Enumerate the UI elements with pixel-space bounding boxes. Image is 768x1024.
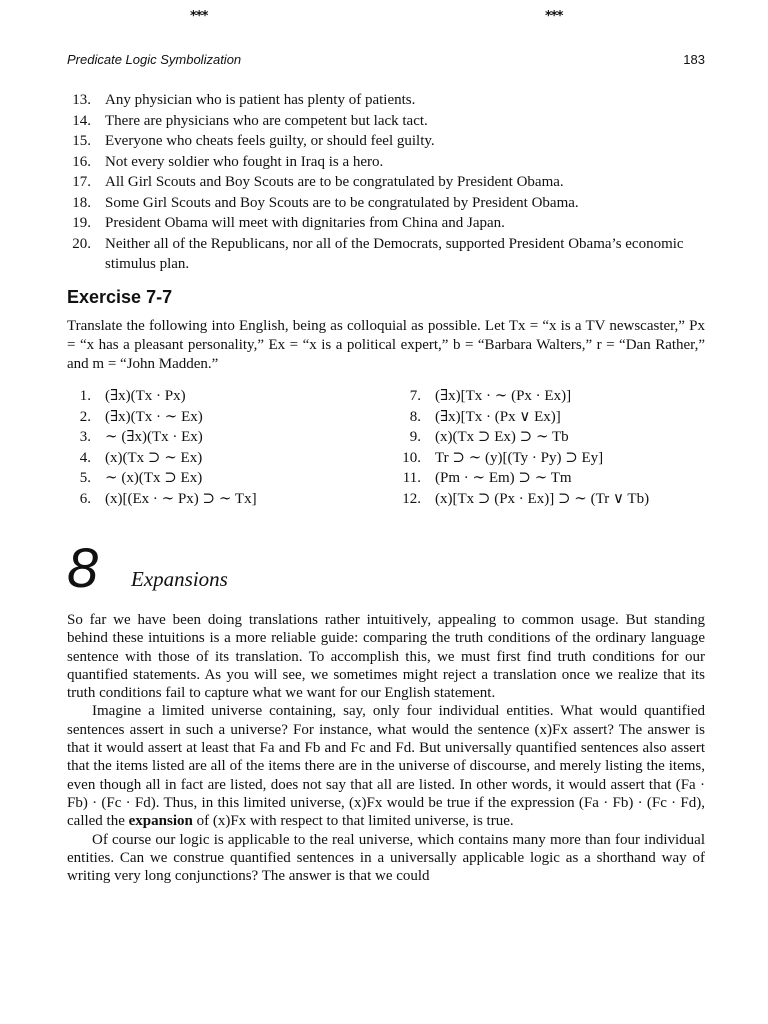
list-item: 13. Any physician who is patient has plenty of patients. <box>72 92 416 108</box>
paragraph: So far we have been doing translations rather intuitively, appealing to common usage. But standing behind these intuitions is a more reliable guide: comparing the truth conditions of the ordinary language sentence with those of its translation. To accomplish this, we must first find truth conditions for our quantified statements. As you will see, we sometimes might reject a translation once we realize that its truth conditions fail to capture what we want for our English statement. <box>67 612 705 702</box>
exercise-item-list <box>67 90 709 275</box>
chapter-number: 8 <box>67 536 99 599</box>
list-item: 18. Some Girl Scouts and Boy Scouts are to be congratulated by President Obama. <box>72 194 579 211</box>
page-number: 183 <box>683 52 705 67</box>
term-expansion: expansion <box>128 813 193 830</box>
formula-item: 7. (∃x)[Tx · ∼ (Px · Ex)] <box>409 388 572 404</box>
running-head <box>67 52 705 70</box>
formula-item: 5. ∼ (x)(Tx ⊃ Ex) <box>79 470 203 486</box>
formula-item: 3. ∼ (∃x)(Tx · Ex) <box>79 429 203 445</box>
running-title: Predicate Logic Symbolization <box>67 52 242 67</box>
ornament-stars-right: *** <box>545 9 563 24</box>
list-item: 17. All Girl Scouts and Boy Scouts are to be congratulated by President Obama. <box>72 174 564 190</box>
formula-item: 12. (x)[Tx ⊃ (Px · Ex)] ⊃ ∼ (Tr ∨ Tb) <box>402 490 650 507</box>
exercise-instructions: Translate the following into English, being as colloquial as possible. Let Tx = “x is a TV newscaster,” Px = “x has a pleasant personality,” Ex = “x is a political expert,” b = “Barbara Walters,” r = “Dan Rather,” and m = “John Madden.” <box>67 318 705 372</box>
list-item: 15. Everyone who cheats feels guilty, or should feel guilty. <box>72 133 435 149</box>
list-item: 20. Neither all of the Republicans, nor all of the Democrats, supported President Obama’s economic stimulus plan. <box>72 235 684 272</box>
paragraph: Of course our logic is applicable to the real universe, which contains many more than four individual entities. Can we construe quantified sentences in a universally applicable logic as a shorthand way of writing very long conjunctions? The answer is that we could <box>67 831 705 885</box>
list-item: 16. Not every soldier who fought in Iraq is a hero. <box>72 153 384 170</box>
chapter-body <box>67 611 705 885</box>
formula-item: 6. (x)[(Ex · ∼ Px) ⊃ ∼ Tx] <box>79 490 257 507</box>
list-item: 14. There are physicians who are competent but lack tact. <box>72 112 428 129</box>
chapter-title: Expansions <box>131 567 228 591</box>
paragraph: Imagine a limited universe containing, say, only four individual entities. What would quantified sentences assert in such a universe? For instance, what would the sentence (x)Fx assert? The answer is that it would assert at least that Fa and Fb and Fc and Fd. But universally quantified sentences also assert that the items listed are all of the items there are in the universe of discourse, and merely listing the items, even though all in fact are listed, does not say that all are listed. In other words, it would assert that (Fa · Fb) · (Fc · Fd). Thus, in this limited universe, (x)Fx would be true if the expression (Fa · Fb) · (Fc · Fd), called the expansion of (x)Fx with respect to that limited universe, is true. <box>67 703 705 830</box>
formula-column-left <box>67 386 387 509</box>
formula-item: 8. (∃x)[Tx · (Px ∨ Ex)] <box>409 408 561 425</box>
exercise-heading: Exercise 7-7 <box>67 287 173 307</box>
formula-item: 9. (x)(Tx ⊃ Ex) ⊃ ∼ Tb <box>409 429 569 445</box>
formula-item: 4. (x)(Tx ⊃ ∼ Ex) <box>79 449 203 466</box>
formula-column-right <box>397 386 717 509</box>
ornament-stars-left: *** <box>190 9 208 24</box>
formula-item: 1. (∃x)(Tx · Px) <box>79 388 186 404</box>
formula-item: 2. (∃x)(Tx · ∼ Ex) <box>79 408 203 425</box>
formula-item: 10. Tr ⊃ ∼ (y)[(Ty · Py) ⊃ Ey] <box>402 449 604 466</box>
list-item: 19. President Obama will meet with dignitaries from China and Japan. <box>72 215 505 231</box>
formula-item: 11. (Pm · ∼ Em) ⊃ ∼ Tm <box>402 470 572 486</box>
